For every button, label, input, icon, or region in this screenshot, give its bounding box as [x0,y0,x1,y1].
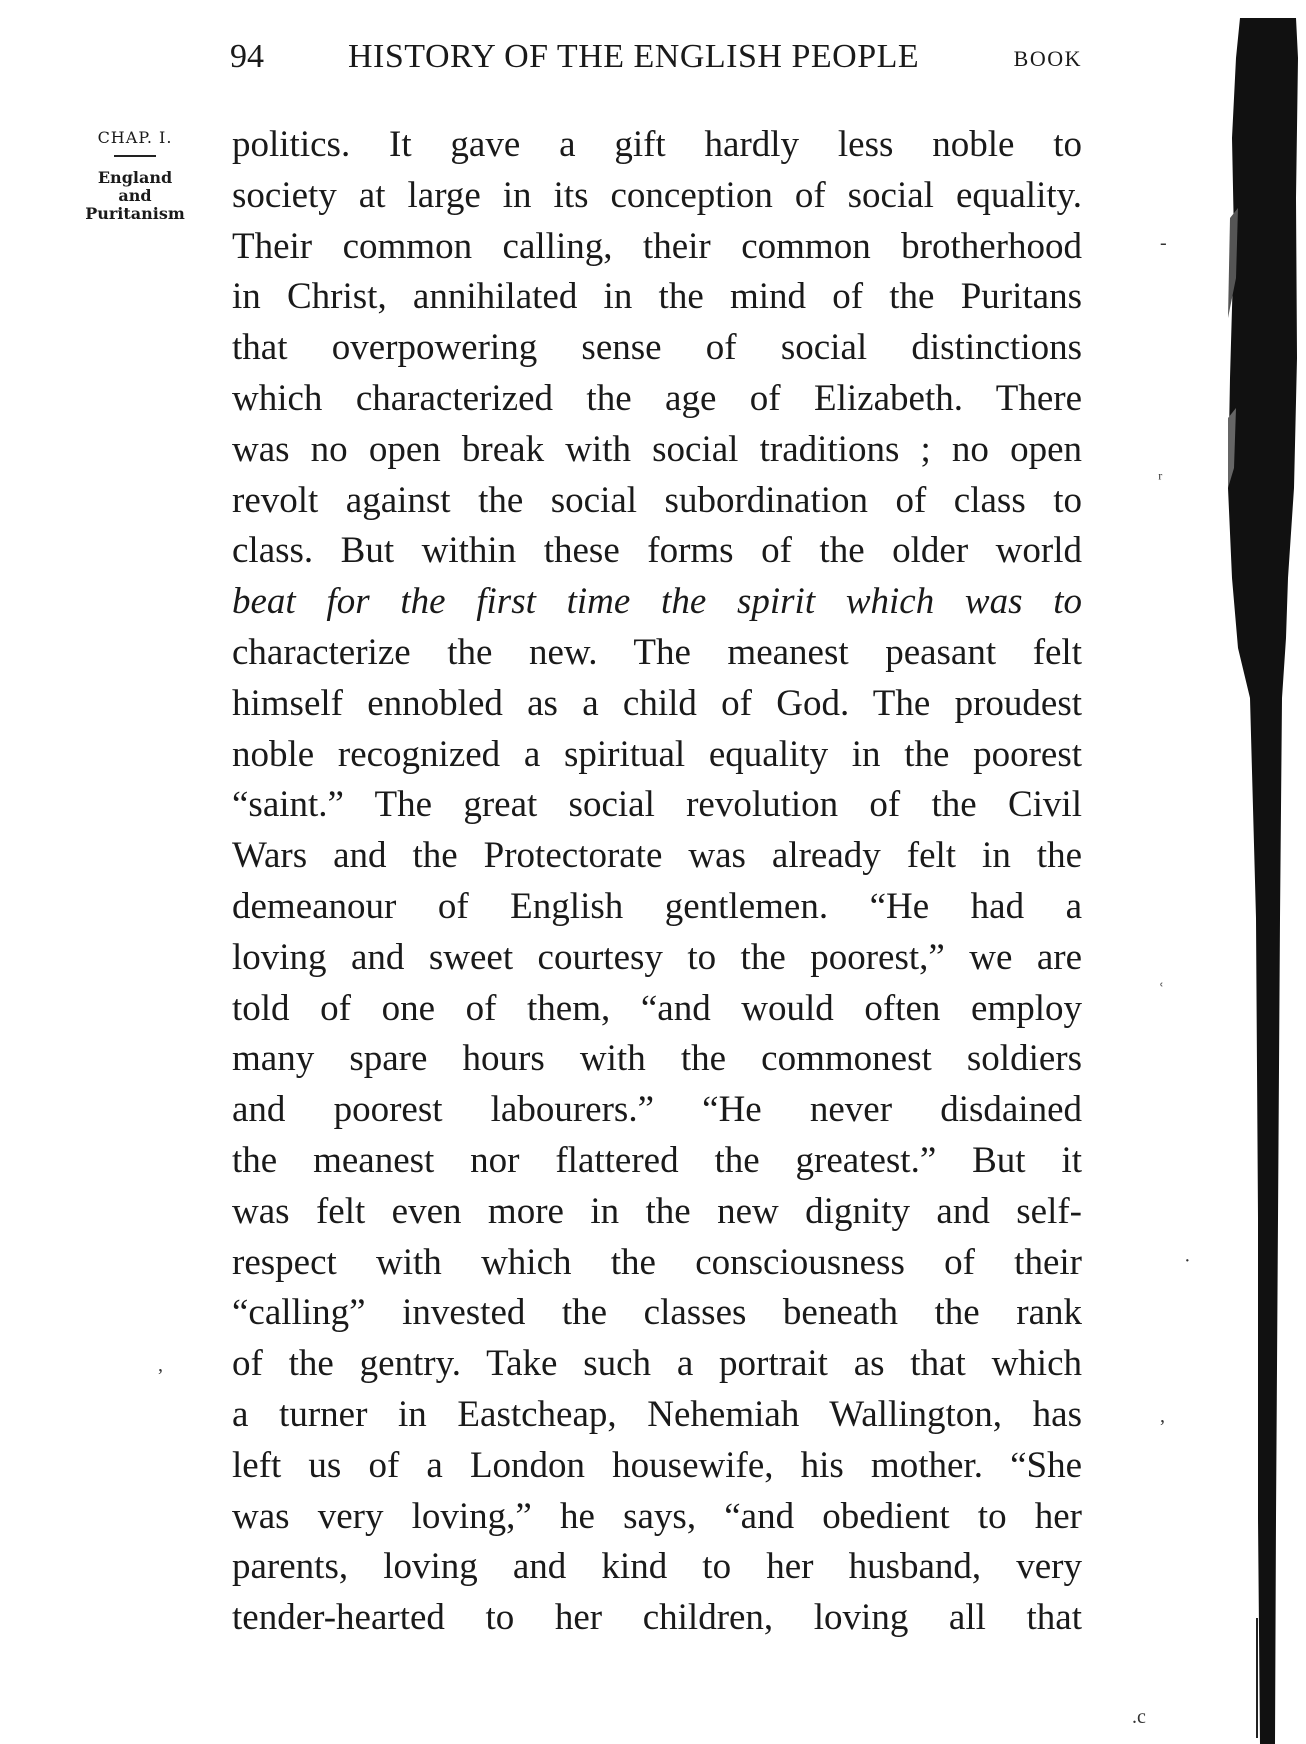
scan-speck: ʿ [1158,980,1165,1002]
text-line: demeanour of English gentlemen. “He had a [232,885,1082,927]
text-line: “calling” invested the classes beneath the rank [232,1292,1082,1334]
text-line-italic: beat for the first time the spirit which was to [232,581,1082,623]
text-line: tender-hearted to her children, loving all that [232,1597,1082,1639]
text-line: left us of a London housewife, his mother. “She [232,1444,1082,1486]
scan-speck: , [1160,1405,1165,1427]
scan-speck: .c [1132,1706,1146,1728]
scan-speck: ʳ [1158,468,1163,490]
scan-speck: - [1160,232,1167,254]
running-head [230,38,1082,80]
text-line: and poorest labourers.” “He never disdained [232,1089,1082,1131]
text-line: “saint.” The great social revolution of the Civil [232,784,1082,826]
text-line: that overpowering sense of social distinctions [232,327,1082,369]
text-line: society at large in its conception of social equality. [232,174,1082,216]
scan-speck: , [158,1354,163,1376]
text-line: was felt even more in the new dignity and self- [232,1190,1082,1232]
side-topic-line: England [97,168,173,187]
text-line: class. But within these forms of the older world [232,530,1082,572]
text-line: a turner in Eastcheap, Nehemiah Wallington, has [232,1393,1082,1435]
margin-notes [56,128,214,223]
page-number: 94 [230,38,264,75]
text-line: characterize the new. The meanest peasant felt [232,631,1082,673]
text-line: Their common calling, their common brotherhood [232,225,1082,267]
text-line: of the gentry. Take such a portrait as that which [232,1343,1082,1385]
text-line: Wars and the Protectorate was already felt in the [232,835,1082,877]
text-line: was very loving,” he says, “and obedient to her [232,1495,1082,1537]
text-line: revolt against the social subordination of class to [232,479,1082,521]
text-line: himself ennobled as a child of God. The proudest [232,682,1082,724]
scan-speck: · [1184,1250,1191,1272]
scan-edge-shadow [1228,18,1298,1744]
text-line: respect with which the consciousness of their [232,1241,1082,1283]
text-line: which characterized the age of Elizabeth. There [232,377,1082,419]
book-label: BOOK [1013,46,1082,71]
book-title: HISTORY OF THE ENGLISH PEOPLE [348,38,920,75]
text-line: told of one of them, “and would often employ [232,987,1082,1029]
text-line: the meanest nor flattered the greatest.” But it [232,1139,1082,1181]
text-line: noble recognized a spiritual equality in the poorest [232,733,1082,775]
side-topic-line: Puritanism [85,204,185,223]
text-line: in Christ, annihilated in the mind of the Puritans [232,276,1082,318]
text-line: politics. It gave a gift hardly less noble to [232,124,1082,165]
chapter-rule [114,155,156,157]
side-topic-line: and [118,186,152,205]
text-line: was no open break with social traditions ; no open [232,428,1082,470]
body-text [232,120,1082,1644]
chapter-label: CHAP. I. [97,128,173,147]
text-line: loving and sweet courtesy to the poorest,” we are [232,936,1082,978]
text-line: parents, loving and kind to her husband, very [232,1546,1082,1588]
text-line: many spare hours with the commonest soldiers [232,1038,1082,1080]
